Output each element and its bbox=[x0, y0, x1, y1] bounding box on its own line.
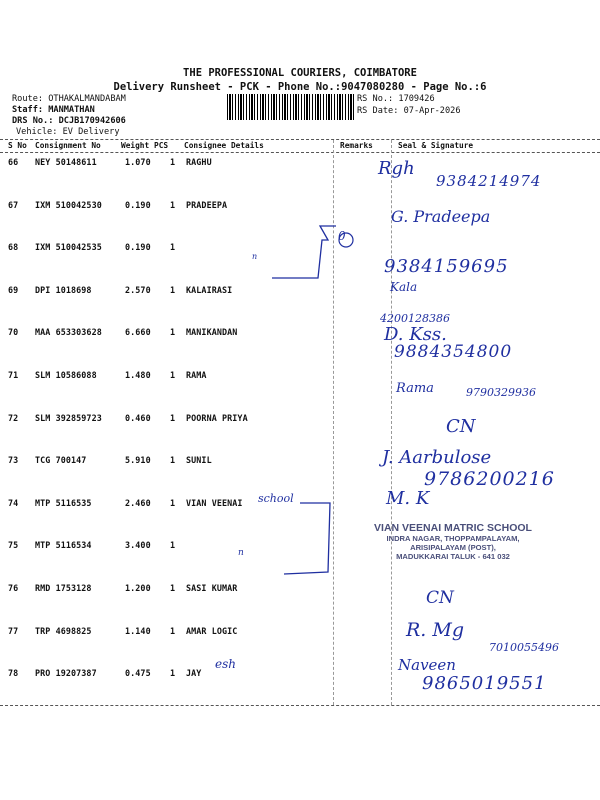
col-pcs: PCS bbox=[154, 141, 169, 150]
row-consignee: PRADEEPA bbox=[186, 200, 228, 210]
row-consignee: VIAN VEENAI bbox=[186, 498, 243, 508]
rs-no-value: 1709426 bbox=[398, 94, 435, 104]
remark-74: school bbox=[258, 492, 294, 505]
phone-66: 9384214974 bbox=[436, 172, 542, 190]
school-stamp bbox=[368, 522, 538, 561]
row-weight: 5.910 bbox=[125, 455, 151, 465]
row-sno: 72 bbox=[8, 413, 19, 423]
staff-value: MANMATHAN bbox=[48, 105, 95, 115]
drs-label: DRS No.: bbox=[12, 116, 54, 126]
row-pcs: 1 bbox=[170, 285, 176, 295]
row-consignee: JAY bbox=[186, 668, 202, 678]
col-weight: Weight bbox=[121, 141, 150, 150]
row-sno: 66 bbox=[8, 157, 19, 167]
row-consignee: SUNIL bbox=[186, 455, 212, 465]
row-weight: 6.660 bbox=[125, 327, 151, 337]
signature-69: Kala bbox=[390, 280, 418, 294]
row-consignment: TRP 4698825 bbox=[35, 626, 92, 636]
row-weight: 0.190 bbox=[125, 242, 151, 252]
row-weight: 0.475 bbox=[125, 668, 151, 678]
mark-76: CN bbox=[426, 588, 454, 608]
tick-mark-75: n bbox=[238, 548, 244, 558]
row-sno: 76 bbox=[8, 583, 19, 593]
row-sno: 73 bbox=[8, 455, 19, 465]
vehicle-label: Vehicle: bbox=[16, 127, 58, 137]
row-sno: 74 bbox=[8, 498, 19, 508]
row-sno: 70 bbox=[8, 327, 19, 337]
row-sno: 71 bbox=[8, 370, 19, 380]
phone-73: 9786200216 bbox=[424, 468, 555, 490]
row-pcs: 1 bbox=[170, 413, 176, 423]
bracket-74-75 bbox=[284, 503, 330, 574]
row-pcs: 1 bbox=[170, 626, 176, 636]
row-pcs: 1 bbox=[170, 583, 176, 593]
row-consignment: MTP 5116534 bbox=[35, 540, 92, 550]
signature-78: Naveen bbox=[398, 656, 456, 674]
signature-74: M. K bbox=[386, 488, 430, 509]
row-weight: 1.140 bbox=[125, 626, 151, 636]
row-sno: 68 bbox=[8, 242, 19, 252]
row-pcs: 1 bbox=[170, 327, 176, 337]
row-consignment: IXM 510042535 bbox=[35, 242, 102, 252]
row-sno: 69 bbox=[8, 285, 19, 295]
stamp-line-3: ARISIPALAYAM (POST), bbox=[410, 543, 496, 552]
phone-68: 9384159695 bbox=[384, 256, 509, 277]
row-consignee: AMAR LOGIC bbox=[186, 626, 238, 636]
row-consignee: RAGHU bbox=[186, 157, 212, 167]
row-consignment: MAA 653303628 bbox=[35, 327, 102, 337]
col-remarks: Remarks bbox=[340, 141, 373, 150]
circle-mark: 0 bbox=[338, 229, 346, 243]
signature-67: G. Pradeepa bbox=[391, 207, 491, 226]
row-weight: 1.070 bbox=[125, 157, 151, 167]
route-value: OTHAKALMANDABAM bbox=[48, 94, 126, 104]
phone-78: 9865019551 bbox=[422, 673, 547, 694]
row-weight: 1.200 bbox=[125, 583, 151, 593]
row-pcs: 1 bbox=[170, 200, 176, 210]
col-seal: Seal & Signature bbox=[398, 141, 474, 150]
rs-no-label: RS No.: bbox=[357, 94, 394, 104]
company-title: THE PROFESSIONAL COURIERS, COIMBATORE bbox=[183, 67, 417, 79]
phone-71: 9790329936 bbox=[466, 386, 536, 399]
row-pcs: 1 bbox=[170, 370, 176, 380]
stamp-line-2: INDRA NAGAR, THOPPAMPALAYAM, bbox=[386, 534, 520, 543]
row-consignment: TCG 700147 bbox=[35, 455, 87, 465]
route-label: Route: bbox=[12, 94, 44, 104]
row-consignment: RMD 1753128 bbox=[35, 583, 92, 593]
phone-70b: 9884354800 bbox=[394, 342, 513, 362]
row-consignment: MTP 5116535 bbox=[35, 498, 92, 508]
row-sno: 77 bbox=[8, 626, 19, 636]
row-pcs: 1 bbox=[170, 498, 176, 508]
row-consignee: POORNA PRIYA bbox=[186, 413, 248, 423]
row-consignee: MANIKANDAN bbox=[186, 327, 238, 337]
signature-70: D. Kss. bbox=[384, 324, 447, 345]
row-consignment: NEY 50148611 bbox=[35, 157, 97, 167]
row-weight: 1.480 bbox=[125, 370, 151, 380]
col-sno: S No bbox=[8, 141, 27, 150]
row-sno: 67 bbox=[8, 200, 19, 210]
tick-mark-68: n bbox=[252, 252, 258, 261]
row-consignment: DPI 1018698 bbox=[35, 285, 92, 295]
row-sno: 75 bbox=[8, 540, 19, 550]
row-consignee: SASI KUMAR bbox=[186, 583, 238, 593]
mark-72: CN bbox=[446, 416, 476, 437]
vehicle-value: EV Delivery bbox=[62, 127, 120, 137]
row-pcs: 1 bbox=[170, 157, 176, 167]
row-pcs: 1 bbox=[170, 668, 176, 678]
col-consignee: Consignee Details bbox=[184, 141, 264, 150]
signature-71: Rama bbox=[396, 381, 434, 396]
row-consignment: SLM 392859723 bbox=[35, 413, 102, 423]
signature-77: R. Mg bbox=[406, 619, 465, 641]
row-consignee: RAMA bbox=[186, 370, 207, 380]
col-consignment: Consignment No bbox=[35, 141, 101, 150]
row-consignment: PRO 19207387 bbox=[35, 668, 97, 678]
row-consignment: IXM 510042530 bbox=[35, 200, 102, 210]
row-pcs: 1 bbox=[170, 540, 176, 550]
rs-date-value: 07-Apr-2026 bbox=[403, 106, 461, 116]
name-suffix-78: esh bbox=[215, 657, 236, 671]
row-weight: 2.460 bbox=[125, 498, 151, 508]
circle-mark-ring bbox=[339, 233, 353, 247]
phone-77: 7010055496 bbox=[489, 641, 559, 654]
stamp-line-4: MADUKKARAI TALUK - 641 032 bbox=[396, 552, 510, 561]
row-weight: 0.460 bbox=[125, 413, 151, 423]
row-weight: 0.190 bbox=[125, 200, 151, 210]
row-pcs: 1 bbox=[170, 455, 176, 465]
row-weight: 3.400 bbox=[125, 540, 151, 550]
bracket-67-68 bbox=[272, 226, 336, 278]
phone-70a: 4200128386 bbox=[380, 312, 450, 325]
rs-date-label: RS Date: bbox=[357, 106, 399, 116]
signature-66: Rgh bbox=[378, 158, 415, 179]
row-consignee: KALAIRASI bbox=[186, 285, 233, 295]
stamp-line-1: VIAN VEENAI MATRIC SCHOOL bbox=[374, 522, 532, 534]
drs-value: DCJB170942606 bbox=[58, 116, 126, 126]
row-sno: 78 bbox=[8, 668, 19, 678]
row-weight: 2.570 bbox=[125, 285, 151, 295]
staff-label: Staff: bbox=[12, 105, 44, 115]
row-pcs: 1 bbox=[170, 242, 176, 252]
row-consignment: SLM 10586088 bbox=[35, 370, 97, 380]
runsheet-subtitle: Delivery Runsheet - PCK - Phone No.:9047080280 - Page No.:6 bbox=[113, 81, 487, 93]
signature-73: J. Aarbulose bbox=[382, 447, 492, 468]
